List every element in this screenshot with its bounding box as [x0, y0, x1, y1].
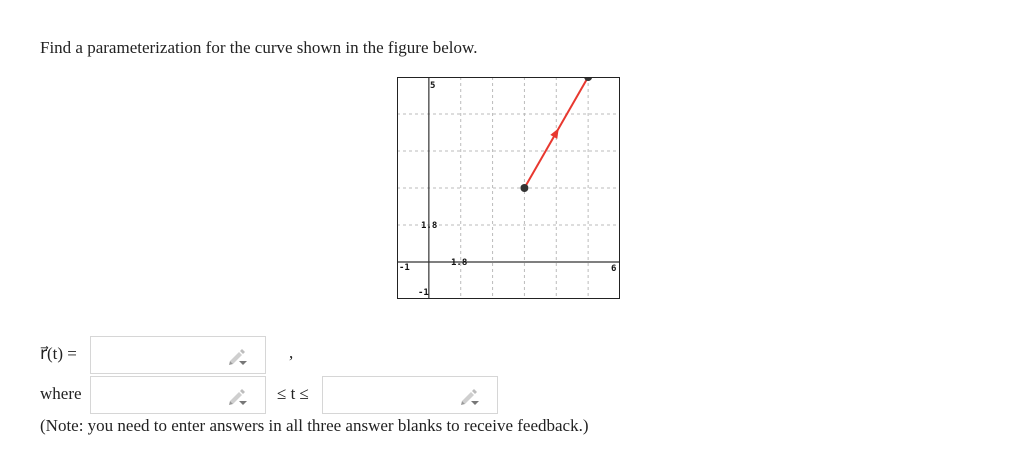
y-min-tick-label: -1: [418, 288, 429, 298]
where-label: where: [40, 384, 82, 403]
r-label: r⃗(t) =: [40, 344, 77, 363]
comma-separator: ,: [289, 343, 294, 362]
axes: [397, 77, 620, 299]
feedback-note: (Note: you need to enter answers in all three answer blanks to receive feedback.): [40, 416, 589, 435]
r-answer-field[interactable]: [90, 336, 266, 374]
t-upper-field[interactable]: [322, 376, 498, 414]
plot-frame: [398, 78, 620, 299]
direction-arrow: [550, 128, 558, 139]
grid-lines: [397, 77, 620, 299]
question-prompt: Find a parameterization for the curve shown in the figure below.: [40, 38, 478, 57]
x-mid-tick-label: 1.8: [451, 258, 468, 268]
t-inequality: ≤ t ≤: [277, 384, 309, 403]
x-min-tick-label: -1: [399, 263, 410, 273]
y-mid-tick-label: 1.8: [421, 221, 438, 231]
curve-figure: [397, 77, 620, 299]
pencil-icon[interactable]: [459, 386, 479, 406]
start-point: [520, 184, 528, 192]
x-max-tick-label: 6: [611, 264, 617, 274]
pencil-icon[interactable]: [227, 386, 247, 406]
t-lower-field[interactable]: [90, 376, 266, 414]
pencil-icon[interactable]: [227, 346, 247, 366]
y-max-tick-label: 5: [430, 81, 436, 91]
